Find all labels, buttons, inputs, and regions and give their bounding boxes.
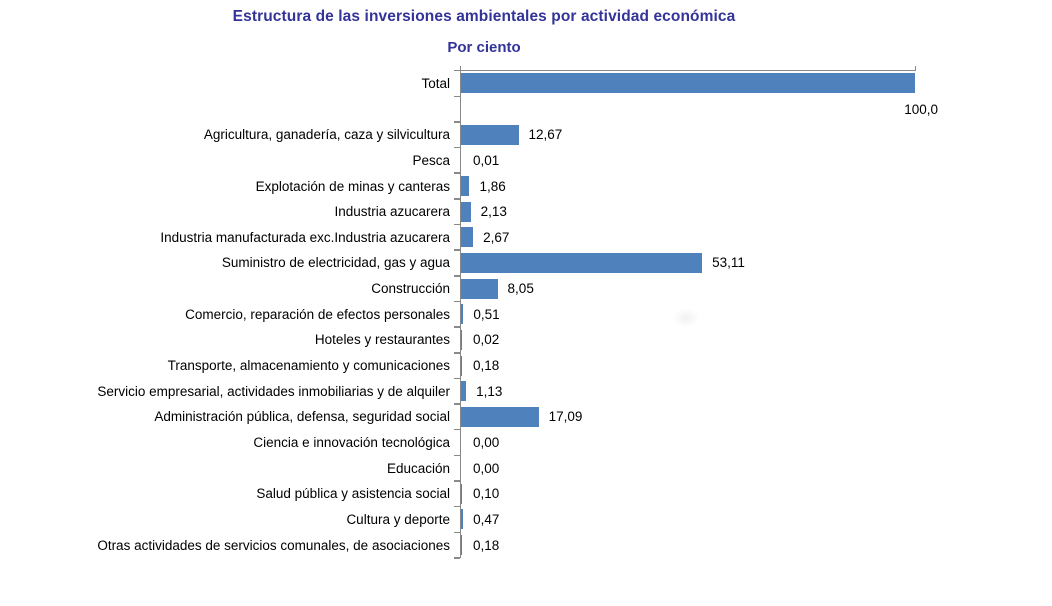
bar (461, 227, 473, 247)
bar (461, 381, 466, 401)
category-label: Transporte, almacenamiento y comunicaciones (167, 358, 450, 374)
category-label: Comercio, reparación de efectos personales (185, 306, 450, 322)
axis-tick (454, 172, 460, 174)
category-label: Suministro de electricidad, gas y agua (221, 255, 450, 271)
value-label: 0,01 (473, 152, 500, 168)
axis-tick (454, 96, 460, 98)
axis-tick (454, 70, 460, 72)
value-label: 0,02 (473, 332, 500, 348)
value-label: 2,13 (480, 204, 507, 220)
axis-tick (454, 326, 460, 328)
category-label: Salud pública y asistencia social (256, 486, 450, 502)
category-label: Total (421, 75, 450, 91)
bar (461, 202, 471, 222)
category-label: Pesca (412, 152, 450, 168)
value-label: 12,67 (528, 127, 563, 143)
category-label: Construcción (371, 281, 450, 297)
axis-tick (454, 121, 460, 123)
bar (461, 125, 519, 145)
axis-tick (454, 455, 460, 457)
axis-tick (454, 224, 460, 226)
category-label: Industria manufacturada exc.Industria azucarera (160, 229, 450, 245)
category-label: Administración pública, defensa, seguridad social (154, 409, 450, 425)
bar (461, 253, 702, 273)
chart-subtitle: Por ciento (447, 39, 521, 56)
category-label: Servicio empresarial, actividades inmobiliarias y de alquiler (97, 383, 450, 399)
axis-tick (454, 557, 460, 559)
value-label: 100,0 (904, 101, 938, 117)
category-label: Hoteles y restaurantes (314, 332, 450, 348)
bar (461, 304, 463, 324)
category-label: Educación (386, 460, 450, 476)
watermark-smudge (672, 308, 700, 328)
bar (461, 407, 539, 427)
bar (461, 356, 462, 376)
value-label: 0,18 (473, 537, 500, 553)
axis-tick (454, 480, 460, 482)
axis-tick (454, 532, 460, 534)
value-label: 0,10 (473, 486, 500, 502)
category-label: Ciencia e innovación tecnológica (253, 435, 450, 451)
bar (461, 279, 498, 299)
value-axis-max-tick (915, 66, 917, 71)
category-label: Otras actividades de servicios comunales, de asociaciones (97, 537, 450, 553)
value-label: 1,13 (476, 383, 503, 399)
value-label: 0,00 (473, 460, 500, 476)
category-label: Agricultura, ganadería, caza y silvicultura (203, 127, 450, 143)
value-label: 1,86 (479, 178, 506, 194)
value-label: 53,11 (712, 255, 745, 271)
bar (461, 73, 915, 93)
bar (461, 509, 463, 529)
axis-tick (454, 378, 460, 380)
axis-tick (454, 301, 460, 303)
axis-tick (454, 506, 460, 508)
axis-tick (454, 275, 460, 277)
value-axis-line (461, 70, 916, 72)
axis-tick (454, 429, 460, 431)
chart-title: Estructura de las inversiones ambientales por actividad económica (232, 8, 736, 25)
axis-tick (454, 249, 460, 251)
axis-tick (454, 352, 460, 354)
value-label: 0,00 (473, 435, 500, 451)
category-label: Industria azucarera (334, 204, 450, 220)
bar (461, 176, 469, 196)
value-label: 0,47 (473, 511, 500, 527)
axis-tick (454, 403, 460, 405)
value-label: 8,05 (507, 281, 534, 297)
value-label: 0,18 (473, 358, 500, 374)
value-label: 17,09 (548, 409, 583, 425)
axis-tick (454, 198, 460, 200)
axis-tick (454, 147, 460, 149)
category-label: Explotación de minas y canteras (255, 178, 450, 194)
category-label: Cultura y deporte (346, 511, 450, 527)
value-label: 0,51 (473, 306, 500, 322)
bar (461, 535, 462, 555)
value-label: 2,67 (483, 229, 510, 245)
